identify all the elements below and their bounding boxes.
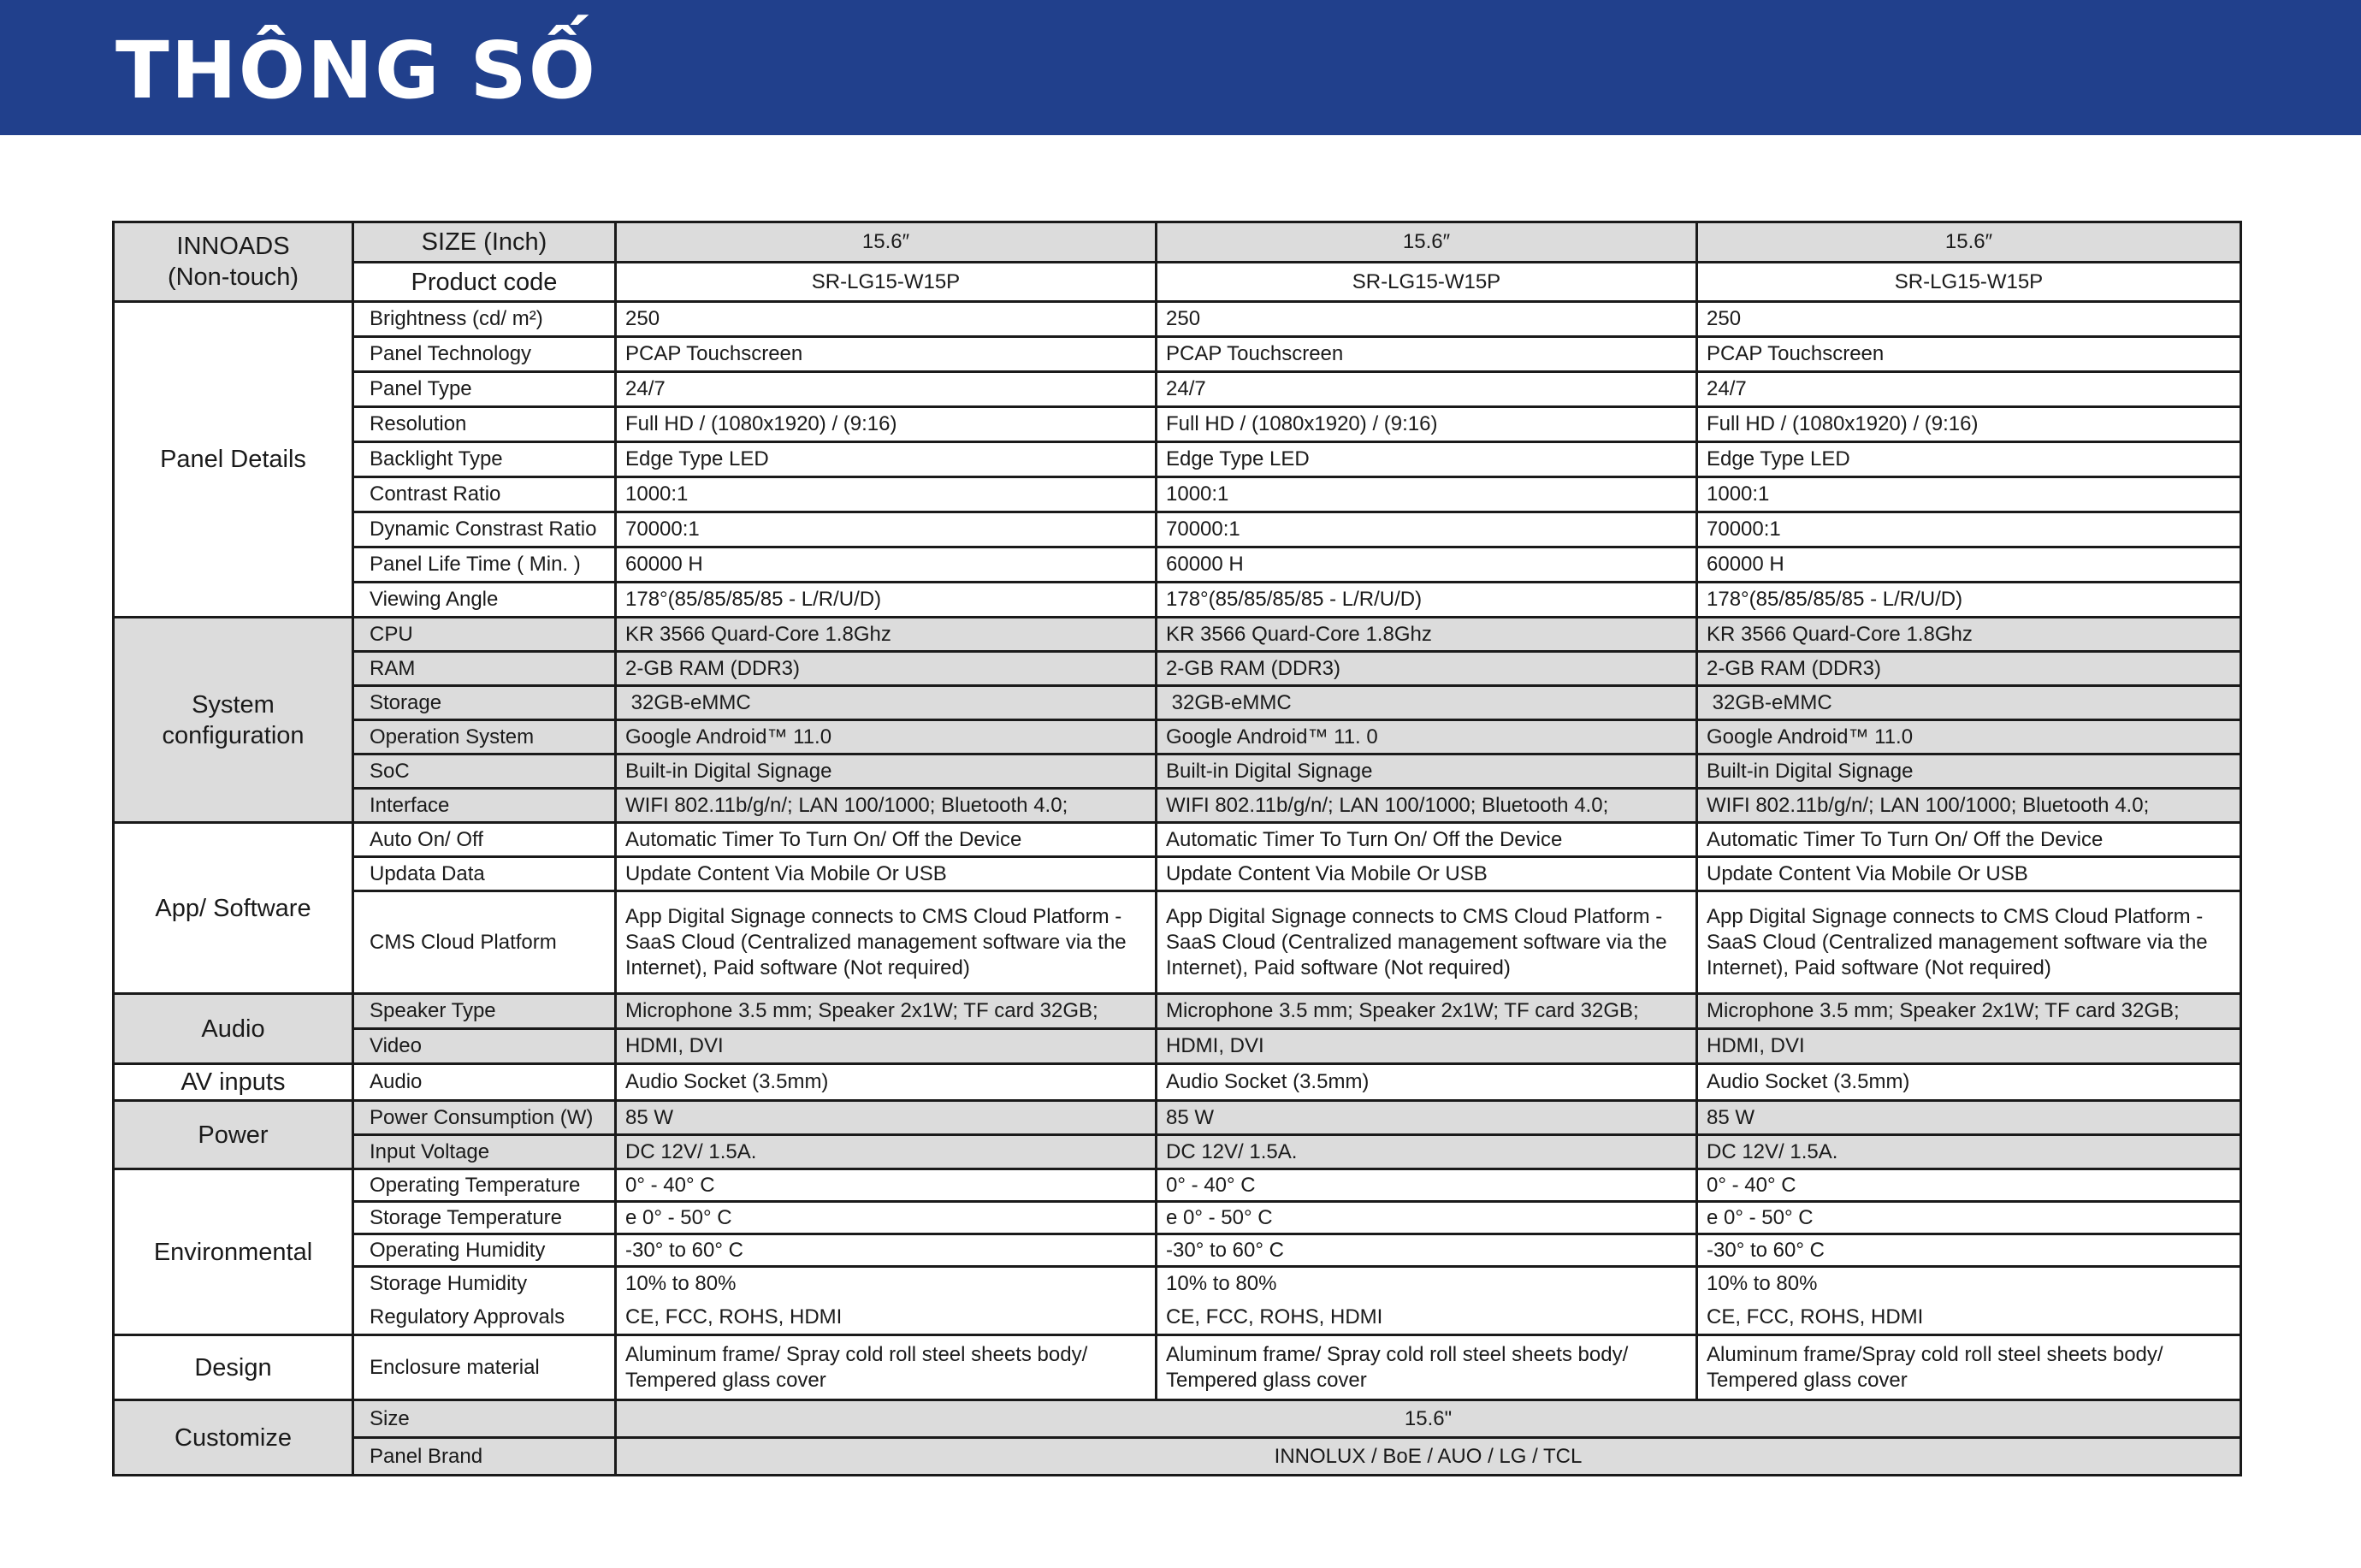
table-row <box>114 1301 2241 1335</box>
table-row <box>114 1029 2241 1064</box>
cell-value: 1000:1 <box>1697 477 2241 512</box>
size-value: 15.6″ <box>616 222 1157 263</box>
row-label: RAM <box>353 652 616 686</box>
cell-value: Built-in Digital Signage <box>1157 754 1697 789</box>
cell-value: PCAP Touchscreen <box>1697 337 2241 372</box>
cell-value: -30° to 60° C <box>616 1234 1157 1267</box>
cell-value: Full HD / (1080x1920) / (9:16) <box>1157 407 1697 442</box>
cell-value: WIFI 802.11b/g/n/; LAN 100/1000; Bluetooth 4.0; <box>616 789 1157 823</box>
cell-value: HDMI, DVI <box>1157 1029 1697 1064</box>
cell-value: -30° to 60° C <box>1697 1234 2241 1267</box>
size-value: 15.6″ <box>1157 222 1697 263</box>
cell-value: HDMI, DVI <box>1697 1029 2241 1064</box>
cell-value: 0° - 40° C <box>616 1169 1157 1202</box>
cell-value: Update Content Via Mobile Or USB <box>616 857 1157 891</box>
cell-value: Google Android™ 11.0 <box>616 720 1157 754</box>
table-row <box>114 652 2241 686</box>
cell-value: Update Content Via Mobile Or USB <box>1157 857 1697 891</box>
table-row <box>114 720 2241 754</box>
row-label: Storage Humidity <box>353 1267 616 1301</box>
row-label: Enclosure material <box>353 1335 616 1400</box>
row-label: Viewing Angle <box>353 583 616 618</box>
cell-value: 60000 H <box>616 547 1157 583</box>
cell-value: Audio Socket (3.5mm) <box>616 1064 1157 1101</box>
cell-value: Microphone 3.5 mm; Speaker 2x1W; TF card 32GB; <box>616 994 1157 1029</box>
table-row <box>114 857 2241 891</box>
cell-value: KR 3566 Quard-Core 1.8Ghz <box>1697 618 2241 652</box>
cell-value: Microphone 3.5 mm; Speaker 2x1W; TF card 32GB; <box>1157 994 1697 1029</box>
table-row <box>114 1169 2241 1202</box>
row-label: Operation System <box>353 720 616 754</box>
table-row <box>114 442 2241 477</box>
cell-value: e 0° - 50° C <box>1697 1202 2241 1234</box>
cell-value: CE, FCC, ROHS, HDMI <box>1697 1301 2241 1335</box>
cell-value: e 0° - 50° C <box>1157 1202 1697 1234</box>
spec-table <box>112 221 2242 1476</box>
cell-value: 70000:1 <box>1157 512 1697 547</box>
cell-value: Edge Type LED <box>616 442 1157 477</box>
cell-value: 15.6" <box>616 1400 2241 1438</box>
group-system-configuration: System configuration <box>114 618 353 823</box>
group-customize: Customize <box>114 1400 353 1476</box>
cell-value: Microphone 3.5 mm; Speaker 2x1W; TF card 32GB; <box>1697 994 2241 1029</box>
table-row <box>114 547 2241 583</box>
cell-value: Built-in Digital Signage <box>1697 754 2241 789</box>
group-panel-details: Panel Details <box>114 302 353 618</box>
cell-value: 250 <box>1157 302 1697 337</box>
title-banner <box>0 0 2361 135</box>
page-title: THÔNG SỐ <box>115 25 597 116</box>
cell-value: 24/7 <box>616 372 1157 407</box>
table-row <box>114 1267 2241 1301</box>
product-code-value: SR-LG15-W15P <box>1697 263 2241 302</box>
cell-value: 24/7 <box>1697 372 2241 407</box>
product-code-value: SR-LG15-W15P <box>1157 263 1697 302</box>
cell-value: App Digital Signage connects to CMS Cloud Platform - SaaS Cloud (Centralized management software via the Internet), Paid software (Not required) <box>1697 891 2241 994</box>
cell-value: Full HD / (1080x1920) / (9:16) <box>616 407 1157 442</box>
cell-value: 10% to 80% <box>1697 1267 2241 1301</box>
cell-value: Built-in Digital Signage <box>616 754 1157 789</box>
row-label: Video <box>353 1029 616 1064</box>
table-row <box>114 512 2241 547</box>
cell-value: 60000 H <box>1157 547 1697 583</box>
cell-value: Automatic Timer To Turn On/ Off the Device <box>616 823 1157 857</box>
cell-value: 32GB-eMMC <box>1697 686 2241 720</box>
row-label: Panel Life Time ( Min. ) <box>353 547 616 583</box>
cell-value: Aluminum frame/ Spray cold roll steel sheets body/ Tempered glass cover <box>1157 1335 1697 1400</box>
cell-value: 178°(85/85/85/85 - L/R/U/D) <box>616 583 1157 618</box>
cell-value: 1000:1 <box>616 477 1157 512</box>
cell-value: KR 3566 Quard-Core 1.8Ghz <box>616 618 1157 652</box>
cell-value: Google Android™ 11. 0 <box>1157 720 1697 754</box>
cell-value: DC 12V/ 1.5A. <box>1157 1135 1697 1169</box>
row-label: Audio <box>353 1064 616 1101</box>
row-label: CPU <box>353 618 616 652</box>
table-row <box>114 302 2241 337</box>
cell-value: Aluminum frame/ Spray cold roll steel sheets body/ Tempered glass cover <box>616 1335 1157 1400</box>
table-row <box>114 372 2241 407</box>
table-row <box>114 477 2241 512</box>
cell-value: 0° - 40° C <box>1157 1169 1697 1202</box>
cell-value: 70000:1 <box>616 512 1157 547</box>
row-label: Dynamic Constrast Ratio <box>353 512 616 547</box>
table-row <box>114 1335 2241 1400</box>
row-label: Contrast Ratio <box>353 477 616 512</box>
row-label: SoC <box>353 754 616 789</box>
cell-value: Aluminum frame/Spray cold roll steel sheets body/ Tempered glass cover <box>1697 1335 2241 1400</box>
table-row <box>114 823 2241 857</box>
row-label: Brightness (cd/ m²) <box>353 302 616 337</box>
table-row <box>114 754 2241 789</box>
size-value: 15.6″ <box>1697 222 2241 263</box>
table-row <box>114 1400 2241 1438</box>
cell-value: e 0° - 50° C <box>616 1202 1157 1234</box>
table-row <box>114 686 2241 720</box>
cell-value: Edge Type LED <box>1157 442 1697 477</box>
cell-value: Edge Type LED <box>1697 442 2241 477</box>
row-label: CMS Cloud Platform <box>353 891 616 994</box>
table-row <box>114 337 2241 372</box>
group-av-inputs: AV inputs <box>114 1064 353 1101</box>
cell-value: PCAP Touchscreen <box>1157 337 1697 372</box>
cell-value: 85 W <box>616 1101 1157 1135</box>
table-row <box>114 1135 2241 1169</box>
group-app-software: App/ Software <box>114 823 353 994</box>
group-design: Design <box>114 1335 353 1400</box>
cell-value: 2-GB RAM (DDR3) <box>1157 652 1697 686</box>
cell-value: 32GB-eMMC <box>616 686 1157 720</box>
cell-value: INNOLUX / BoE / AUO / LG / TCL <box>616 1438 2241 1476</box>
row-label: Panel Brand <box>353 1438 616 1476</box>
table-row <box>114 263 2241 302</box>
table-row <box>114 407 2241 442</box>
cell-value: DC 12V/ 1.5A. <box>1697 1135 2241 1169</box>
table-row <box>114 583 2241 618</box>
table-row <box>114 618 2241 652</box>
row-label: Storage Temperature <box>353 1202 616 1234</box>
row-label: Updata Data <box>353 857 616 891</box>
cell-value: Full HD / (1080x1920) / (9:16) <box>1697 407 2241 442</box>
cell-value: 85 W <box>1157 1101 1697 1135</box>
cell-value: Audio Socket (3.5mm) <box>1157 1064 1697 1101</box>
cell-value: 32GB-eMMC <box>1157 686 1697 720</box>
cell-value: -30° to 60° C <box>1157 1234 1697 1267</box>
table-corner-label: INNOADS (Non-touch) <box>114 222 353 302</box>
cell-value: KR 3566 Quard-Core 1.8Ghz <box>1157 618 1697 652</box>
cell-value: 10% to 80% <box>616 1267 1157 1301</box>
cell-value: 24/7 <box>1157 372 1697 407</box>
product-code-value: SR-LG15-W15P <box>616 263 1157 302</box>
cell-value: 70000:1 <box>1697 512 2241 547</box>
table-row <box>114 1101 2241 1135</box>
cell-value: PCAP Touchscreen <box>616 337 1157 372</box>
size-header: SIZE (Inch) <box>353 222 616 263</box>
table-row <box>114 789 2241 823</box>
group-audio: Audio <box>114 994 353 1064</box>
row-label: Operating Temperature <box>353 1169 616 1202</box>
row-label: Operating Humidity <box>353 1234 616 1267</box>
cell-value: 10% to 80% <box>1157 1267 1697 1301</box>
cell-value: 250 <box>1697 302 2241 337</box>
cell-value: App Digital Signage connects to CMS Cloud Platform - SaaS Cloud (Centralized management software via the Internet), Paid software (Not required) <box>1157 891 1697 994</box>
cell-value: 85 W <box>1697 1101 2241 1135</box>
cell-value: 178°(85/85/85/85 - L/R/U/D) <box>1697 583 2241 618</box>
table-row <box>114 1202 2241 1234</box>
row-label: Storage <box>353 686 616 720</box>
cell-value: 2-GB RAM (DDR3) <box>616 652 1157 686</box>
cell-value: CE, FCC, ROHS, HDMI <box>1157 1301 1697 1335</box>
cell-value: Automatic Timer To Turn On/ Off the Device <box>1697 823 2241 857</box>
cell-value: Automatic Timer To Turn On/ Off the Device <box>1157 823 1697 857</box>
cell-value: Google Android™ 11.0 <box>1697 720 2241 754</box>
row-label: Regulatory Approvals <box>353 1301 616 1335</box>
table-row <box>114 1234 2241 1267</box>
row-label: Interface <box>353 789 616 823</box>
table-row <box>114 891 2241 994</box>
row-label: Size <box>353 1400 616 1438</box>
product-code-header: Product code <box>353 263 616 302</box>
row-label: Resolution <box>353 407 616 442</box>
table-row <box>114 222 2241 263</box>
row-label: Panel Type <box>353 372 616 407</box>
cell-value: Update Content Via Mobile Or USB <box>1697 857 2241 891</box>
cell-value: DC 12V/ 1.5A. <box>616 1135 1157 1169</box>
cell-value: 178°(85/85/85/85 - L/R/U/D) <box>1157 583 1697 618</box>
cell-value: 60000 H <box>1697 547 2241 583</box>
cell-value: CE, FCC, ROHS, HDMI <box>616 1301 1157 1335</box>
cell-value: WIFI 802.11b/g/n/; LAN 100/1000; Bluetooth 4.0; <box>1697 789 2241 823</box>
row-label: Auto On/ Off <box>353 823 616 857</box>
cell-value: WIFI 802.11b/g/n/; LAN 100/1000; Bluetooth 4.0; <box>1157 789 1697 823</box>
row-label: Input Voltage <box>353 1135 616 1169</box>
cell-value: 250 <box>616 302 1157 337</box>
table-row <box>114 994 2241 1029</box>
table-row <box>114 1064 2241 1101</box>
cell-value: Audio Socket (3.5mm) <box>1697 1064 2241 1101</box>
group-environmental: Environmental <box>114 1169 353 1335</box>
cell-value: 2-GB RAM (DDR3) <box>1697 652 2241 686</box>
cell-value: App Digital Signage connects to CMS Cloud Platform - SaaS Cloud (Centralized management software via the Internet), Paid software (Not required) <box>616 891 1157 994</box>
row-label: Panel Technology <box>353 337 616 372</box>
cell-value: 0° - 40° C <box>1697 1169 2241 1202</box>
group-power: Power <box>114 1101 353 1169</box>
cell-value: 1000:1 <box>1157 477 1697 512</box>
table-row <box>114 1438 2241 1476</box>
row-label: Speaker Type <box>353 994 616 1029</box>
row-label: Backlight Type <box>353 442 616 477</box>
row-label: Power Consumption (W) <box>353 1101 616 1135</box>
cell-value: HDMI, DVI <box>616 1029 1157 1064</box>
